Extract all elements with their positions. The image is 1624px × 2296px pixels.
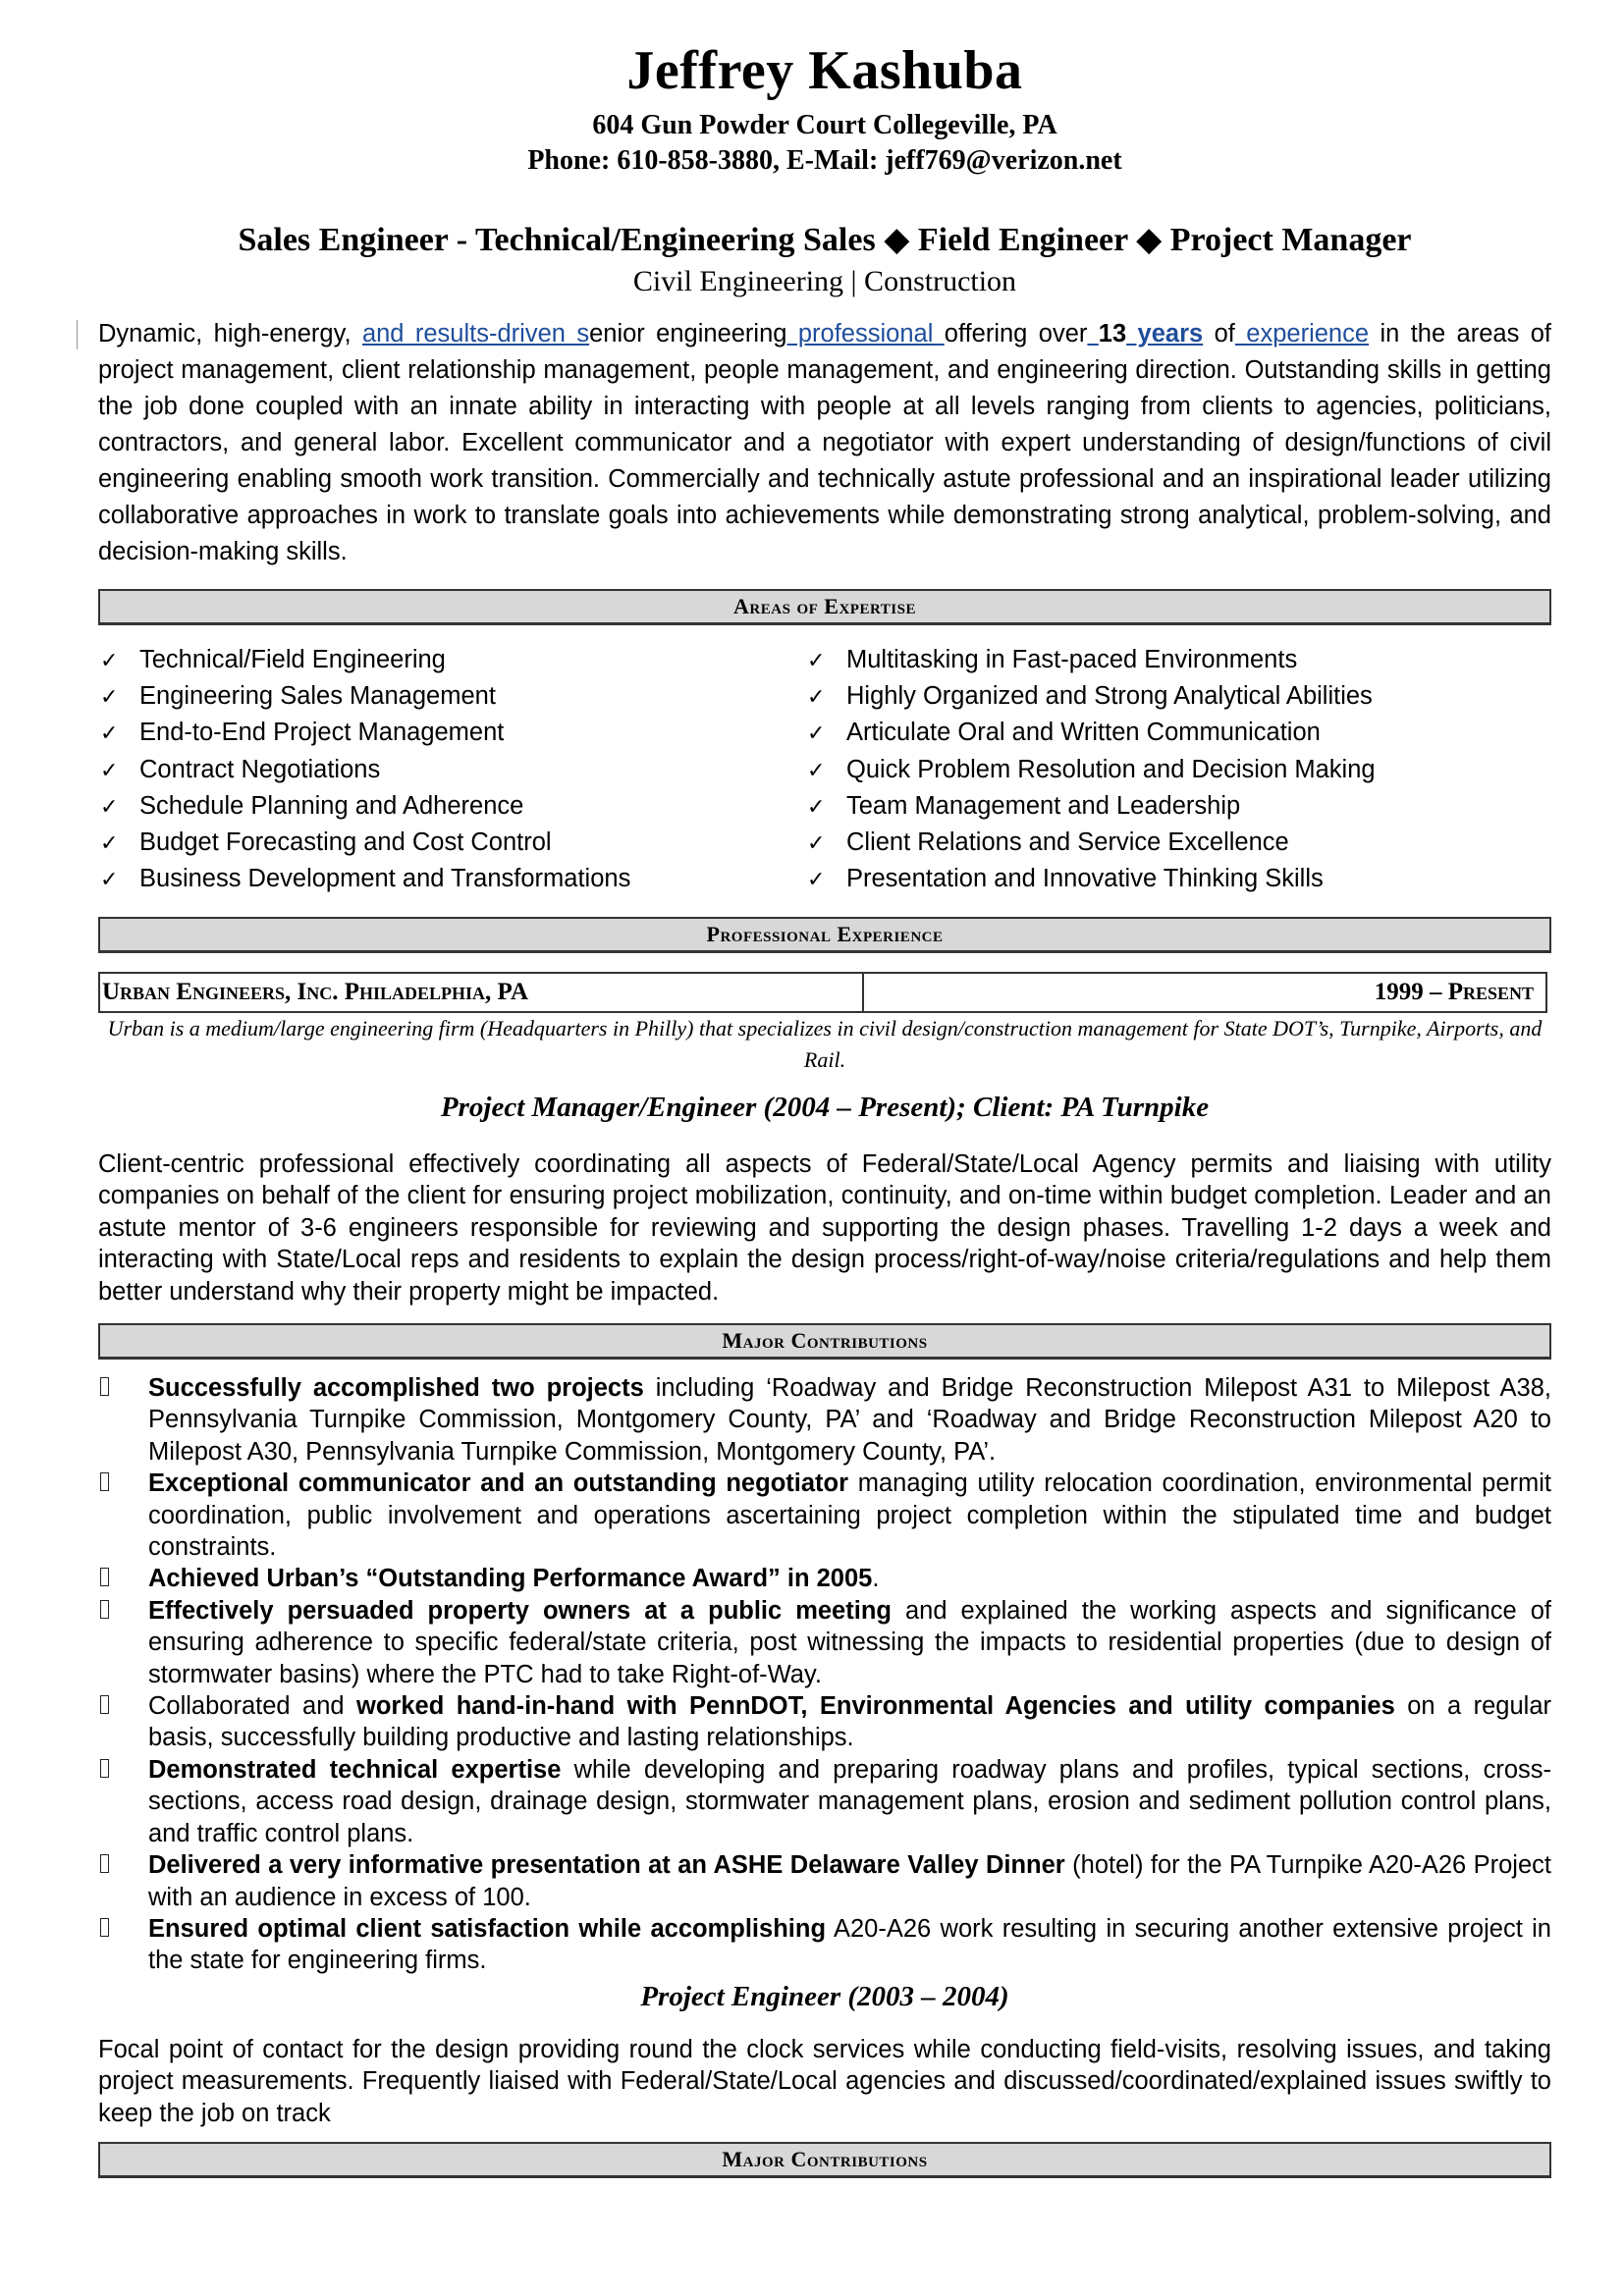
check-icon: ✓ — [807, 684, 826, 710]
contribution-text: (hotel) for the PA Turnpike A20-A26 Project with an audience in excess of 100. — [148, 1851, 1551, 1911]
check-icon: ✓ — [807, 829, 826, 855]
expertise-label: Engineering Sales Management — [139, 682, 496, 711]
bullet-box-icon — [100, 1849, 112, 1881]
contribution-item — [98, 1754, 1551, 1849]
expertise-item — [100, 825, 630, 861]
expertise-item — [100, 861, 630, 897]
employer-row — [98, 972, 1547, 1013]
expertise-label: Technical/Field Engineering — [139, 646, 446, 673]
contribution-highlight: Exceptional communicator and an outstanding negotiator — [148, 1469, 849, 1498]
section-header-expertise — [98, 589, 1551, 625]
contribution-text: on a regular basis, successfully building productive and lasting relationships. — [148, 1692, 1551, 1752]
section-header-experience — [98, 917, 1551, 953]
profile-summary — [98, 316, 1551, 570]
years-number: 13 — [1098, 320, 1127, 347]
check-icon: ✓ — [100, 757, 119, 782]
contribution-highlight: Ensured optimal client satisfaction while accomplishing — [148, 1914, 827, 1943]
contribution-text: including ‘Roadway and Bridge Reconstruction Milepost A31 to Milepost A38, Pennsylvania Turnpike Commission, Montgomery County, PA’ and ‘Roadway and Bridge Reconstruction Milepost A20 to Milepost A30, Pennsylvania Turnpike Commission, Montgomery County, PA’. — [148, 1374, 1551, 1466]
expertise-label: Quick Problem Resolution and Decision Making — [846, 755, 1376, 783]
bullet-box-icon — [100, 1372, 112, 1404]
check-icon: ✓ — [807, 793, 826, 819]
contribution-item — [98, 1372, 1551, 1468]
contribution-highlight: Demonstrated technical expertise — [148, 1755, 562, 1784]
bullet-box-icon — [100, 1913, 112, 1945]
summary-link-years[interactable]: years — [1126, 320, 1204, 347]
candidate-name: Jeffrey Kashuba — [626, 40, 1023, 101]
expertise-item — [807, 788, 1376, 825]
expertise-label: Multitasking in Fast-paced Environments — [846, 646, 1298, 673]
contribution-item — [98, 1468, 1551, 1563]
section-title: Major Contributions — [722, 2147, 928, 2171]
contribution-highlight: worked hand-in-hand with PennDOT, Environmental Agencies and utility companies — [356, 1692, 1395, 1721]
check-icon: ✓ — [100, 793, 119, 819]
role-title: Project Engineer (2003 – 2004) — [640, 1981, 1009, 2012]
expertise-item — [807, 715, 1376, 751]
professional-subheadline: Civil Engineering | Construction — [632, 265, 1017, 297]
summary-text: in the areas of project management, client relationship management, people management, and engineering direction. Outstanding skills in getting the job done coupled with an innate ability in interacting with people at all levels ranging from clients to agencies, politicians, contractors, and general labor. Excellent communicator and a negotiator with expert understanding of design/functions of civil engineering enabling smooth work transition. Commercially and technically astute professional and an inspirational leader utilizing collaborative approaches in work to translate goals into achievements while demonstrating strong analytical, problem-solving, and decision-making skills. — [98, 320, 1551, 565]
expertise-item — [807, 678, 1376, 715]
summary-link-experience[interactable]: experience — [1234, 320, 1370, 347]
expertise-item — [100, 752, 630, 788]
check-icon: ✓ — [807, 648, 826, 672]
check-icon: ✓ — [100, 684, 119, 710]
expertise-item — [807, 642, 1376, 678]
contribution-highlight: Achieved Urban’s “Outstanding Performance Award” in 2005 — [148, 1565, 873, 1593]
contact-info: Phone: 610-858-3880, E-Mail: jeff769@verizon.net — [527, 145, 1122, 176]
contribution-text: A20-A26 work resulting in securing another extensive project in the state for engineering firms. — [148, 1914, 1551, 1975]
expertise-item — [807, 825, 1376, 861]
summary-text: enior engineering — [589, 320, 787, 347]
expertise-item — [807, 861, 1376, 897]
section-title: Major Contributions — [722, 1328, 928, 1353]
summary-text: offering over — [944, 320, 1088, 347]
expertise-label: End-to-End Project Management — [139, 719, 505, 747]
contribution-highlight: Delivered a very informative presentation at an ASHE Delaware Valley Dinner — [148, 1851, 1065, 1880]
expertise-column-left — [100, 642, 630, 897]
section-header-contributions — [98, 2142, 1551, 2178]
check-icon: ✓ — [100, 829, 119, 855]
expertise-item — [807, 752, 1376, 788]
expertise-label: Contract Negotiations — [139, 755, 381, 783]
address: 604 Gun Powder Court Collegeville, PA — [592, 110, 1057, 140]
expertise-item — [100, 642, 630, 678]
section-title: Areas of Expertise — [733, 594, 916, 618]
check-icon: ✓ — [807, 757, 826, 782]
professional-headline: Sales Engineer - Technical/Engineering Sales ◆ Field Engineer ◆ Project Manager — [238, 222, 1412, 258]
contribution-text: managing utility relocation coordination, environmental permit coordination, public involvement and operations ascertaining project completion within the stipulated time and budget constraints. — [148, 1469, 1551, 1562]
section-header-contributions — [98, 1323, 1551, 1360]
contribution-text: while developing and preparing roadway plans and profiles, typical sections, cross-sections, access road design, drainage design, stormwater management plans, erosion and sediment pollution control plans, and traffic control plans. — [148, 1755, 1551, 1847]
check-icon: ✓ — [807, 867, 826, 892]
bullet-box-icon — [100, 1595, 112, 1627]
employer-name: Urban Engineers, Inc. Philadelphia, PA — [100, 974, 864, 1011]
role-description: Client-centric professional effectively coordinating all aspects of Federal/State/Local Agency permits and liaising with utility companies on behalf of the client for ensuring project mobilization, continuity, and on-time within budget completion. Leader and an astute mentor of 3-6 engineers responsible for reviewing and supporting the design phases. Travelling 1-2 days a week and interacting with State/Local reps and residents to explain the design process/right-of-way/noise criteria/regulations and help them better understand why their property might be impacted. — [98, 1150, 1551, 1306]
expertise-label: Highly Organized and Strong Analytical Abilities — [846, 682, 1373, 711]
expertise-label: Presentation and Innovative Thinking Skills — [846, 865, 1324, 893]
expertise-column-right — [807, 642, 1376, 897]
check-icon: ✓ — [100, 721, 119, 746]
contribution-text: Collaborated and — [148, 1692, 357, 1721]
bullet-box-icon — [100, 1754, 112, 1786]
text-cursor-bar — [77, 320, 78, 349]
check-icon: ✓ — [100, 867, 119, 892]
employment-dates: 1999 – Present — [1374, 979, 1534, 1005]
summary-link-professional[interactable]: professional — [786, 320, 945, 347]
expertise-label: Client Relations and Service Excellence — [846, 828, 1289, 856]
role-description: Focal point of contact for the design providing round the clock services while conducting field-visits, resolving issues, and taking project measurements. Frequently liaised with Federal/State/Local agencies and discussed/coordinated/explained issues swiftly to keep the job on track — [98, 2036, 1551, 2127]
expertise-label: Schedule Planning and Adherence — [139, 791, 524, 820]
bullet-box-icon — [100, 1468, 112, 1499]
summary-link-results-driven[interactable]: and results-driven s — [361, 320, 590, 347]
contribution-item — [98, 1595, 1551, 1690]
contribution-item — [98, 1913, 1551, 1977]
expertise-label: Team Management and Leadership — [846, 791, 1241, 820]
contribution-highlight: Successfully accomplished two projects — [148, 1374, 644, 1402]
expertise-item — [100, 715, 630, 751]
contribution-text: . — [872, 1565, 880, 1593]
bullet-box-icon — [100, 1563, 112, 1594]
contribution-item — [98, 1563, 1551, 1594]
company-description: Urban is a medium/large engineering firm (Headquarters in Philly) that specializes in civil design/construction management for State DOT’s, Turnpike, Airports, and Rail. — [107, 1016, 1543, 1072]
expertise-label: Articulate Oral and Written Communication — [846, 719, 1321, 747]
expertise-label: Business Development and Transformations — [139, 865, 631, 893]
section-title: Professional Experience — [706, 922, 944, 946]
contributions-list — [98, 1372, 1551, 1977]
contribution-text: and explained the working aspects and significance of ensuring adherence to specific federal/state criteria, post witnessing the impacts to residential properties (due to design of stormwater basins) where the PTC had to take Right-of-Way. — [148, 1596, 1551, 1688]
expertise-label: Budget Forecasting and Cost Control — [139, 828, 552, 856]
bullet-box-icon — [100, 1690, 112, 1722]
contribution-item — [98, 1690, 1551, 1754]
check-icon: ✓ — [807, 721, 826, 746]
expertise-item — [100, 678, 630, 715]
summary-text: of — [1203, 320, 1235, 347]
summary-link-space[interactable] — [1087, 320, 1098, 347]
role-title: Project Manager/Engineer (2004 – Present); Client: PA Turnpike — [440, 1092, 1210, 1123]
contribution-item — [98, 1849, 1551, 1913]
expertise-item — [100, 788, 630, 825]
summary-text: Dynamic, high-energy, — [98, 320, 362, 347]
check-icon: ✓ — [100, 648, 119, 672]
contribution-highlight: Effectively persuaded property owners at a public meeting — [148, 1596, 892, 1625]
